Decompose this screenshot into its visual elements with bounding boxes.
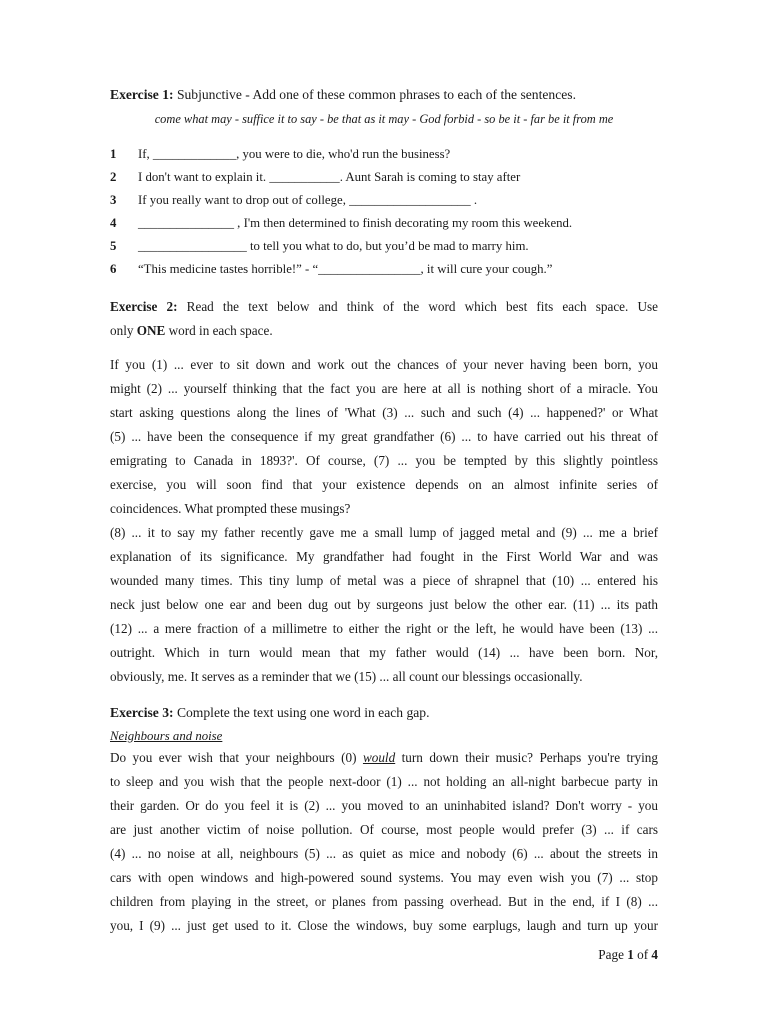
text-line: exercise, you will soon find that your existence depends on an almost infinite series of (110, 477, 658, 492)
exercise2-paragraph1 (110, 353, 658, 521)
page-of: of (633, 947, 652, 962)
text-line: (8) ... it to say my father recently gave me a small lump of jagged metal and (9) ... me a brief (110, 525, 658, 540)
text-line: start asking questions along the lines of 'What (3) ... such and such (4) ... happened?' or What (110, 405, 658, 420)
exercise3-subtitle: Neighbours and noise (110, 729, 223, 743)
exercise3-instruction: Complete the text using one word in each gap. (173, 705, 430, 720)
item-number: 5 (110, 239, 117, 253)
exercise2-heading-line2 (110, 319, 658, 343)
text-line: emigrating to Canada in 1893?'. Of course, (7) ... you be tempted by this slightly pointless (110, 453, 658, 468)
page-number (598, 947, 658, 963)
text-line: outright. Which in turn would mean that my father would (14) ... have been born. Nor, (110, 645, 658, 660)
exercise2-paragraph2 (110, 521, 658, 689)
list-item (110, 258, 658, 281)
text-line: are just another victim of noise pollution. Of course, most people would prefer (3) ... if cars (110, 822, 658, 837)
text-line: cars with open windows and high-powered sound systems. You may even wish you (7) ... stop (110, 870, 658, 885)
current-page: 1 (627, 947, 634, 962)
item-number: 2 (110, 170, 117, 184)
text-line (110, 746, 658, 770)
exercise1-phrases: come what may - suffice it to say - be that as it may - God forbid - so be it - far be it from me (154, 112, 614, 126)
text-line: obviously, me. It serves as a reminder that we (15) ... all count our blessings occasionally. (110, 669, 583, 684)
list-item (110, 212, 658, 235)
exercise1-heading (110, 86, 658, 104)
page-content (110, 86, 658, 938)
exercise1-instruction: Subjunctive - Add one of these common phrases to each of the sentences. (173, 87, 576, 102)
item-text: If, _____________, you were to die, who'd run the business? (138, 147, 451, 161)
text-line: children from playing in the street, or planes from passing overhead. But in the end, if I (8) ... (110, 894, 658, 909)
list-item (110, 143, 658, 166)
item-text: “This medicine tastes horrible!” - “________________, it will cure your cough.” (138, 262, 553, 276)
text-line: explanation of its significance. My grandfather had fought in the First World War and was (110, 549, 658, 564)
text-line: (12) ... a mere fraction of a millimetre to either the right or the left, he would have been (13) ... (110, 621, 658, 636)
text-line: might (2) ... yourself thinking that the fact you are here at all is nothing short of a miracle. You (110, 381, 658, 396)
text-line: to sleep and you wish that the people next-door (1) ... not holding an all-night barbecue party in (110, 774, 658, 789)
item-text: _________________ to tell you what to do, but you’d be mad to marry him. (138, 239, 529, 253)
text-line: wounded many times. This tiny lump of metal was a piece of shrapnel that (10) ... entered his (110, 573, 658, 588)
total-pages: 4 (651, 947, 658, 962)
exercise2-label: Exercise 2: (110, 299, 178, 314)
exercise3-heading (110, 704, 658, 722)
exercise1-label: Exercise 1: (110, 87, 174, 102)
exercise2-instruction: Read the text below and think of the word which best fits each space. Use (177, 299, 658, 314)
item-number: 1 (110, 147, 117, 161)
instruction-text: word in each space. (165, 323, 273, 338)
exercise2-heading-line1 (110, 295, 658, 319)
item-number: 6 (110, 262, 117, 276)
text-segment: turn down their music? Perhaps you're trying (395, 750, 658, 765)
item-text: If you really want to drop out of college, ___________________ . (138, 193, 478, 207)
instruction-emphasis: ONE (136, 323, 166, 338)
text-line: (4) ... no noise at all, neighbours (5) ... as quiet as mice and nobody (6) ... about the streets in (110, 846, 658, 861)
item-number: 3 (110, 193, 117, 207)
item-text: I don't want to explain it. ___________. Aunt Sarah is coming to stay after (138, 170, 521, 184)
text-line: their garden. Or do you feel it is (2) ... you moved to an uninhabited island? Don't worry - you (110, 798, 658, 813)
text-segment: Do you ever wish that your neighbours (0) (110, 750, 363, 765)
list-item (110, 166, 658, 189)
list-item (110, 235, 658, 258)
exercise3-section (110, 704, 658, 938)
exercise1-list (110, 143, 658, 281)
text-line: If you (1) ... ever to sit down and work out the chances of your never having been born, you (110, 357, 658, 372)
exercise2-section (110, 295, 658, 689)
list-item (110, 189, 658, 212)
item-number: 4 (110, 216, 117, 230)
text-line: (5) ... have been the consequence if my great grandfather (6) ... to have carried out his threat of (110, 429, 658, 444)
page-label: Page (598, 947, 628, 962)
exercise3-label: Exercise 3: (110, 705, 174, 720)
item-text: _______________ , I'm then determined to finish decorating my room this weekend. (138, 216, 573, 230)
text-line: coincidences. What prompted these musings? (110, 501, 351, 516)
example-answer: would (362, 750, 396, 765)
instruction-text: only (110, 323, 137, 338)
text-line: you, I (9) ... just get used to it. Close the windows, buy some earplugs, laugh and turn up your (110, 918, 658, 933)
text-line: neck just below one ear and been dug out by surgeons just below the other ear. (11) ... its path (110, 597, 658, 612)
